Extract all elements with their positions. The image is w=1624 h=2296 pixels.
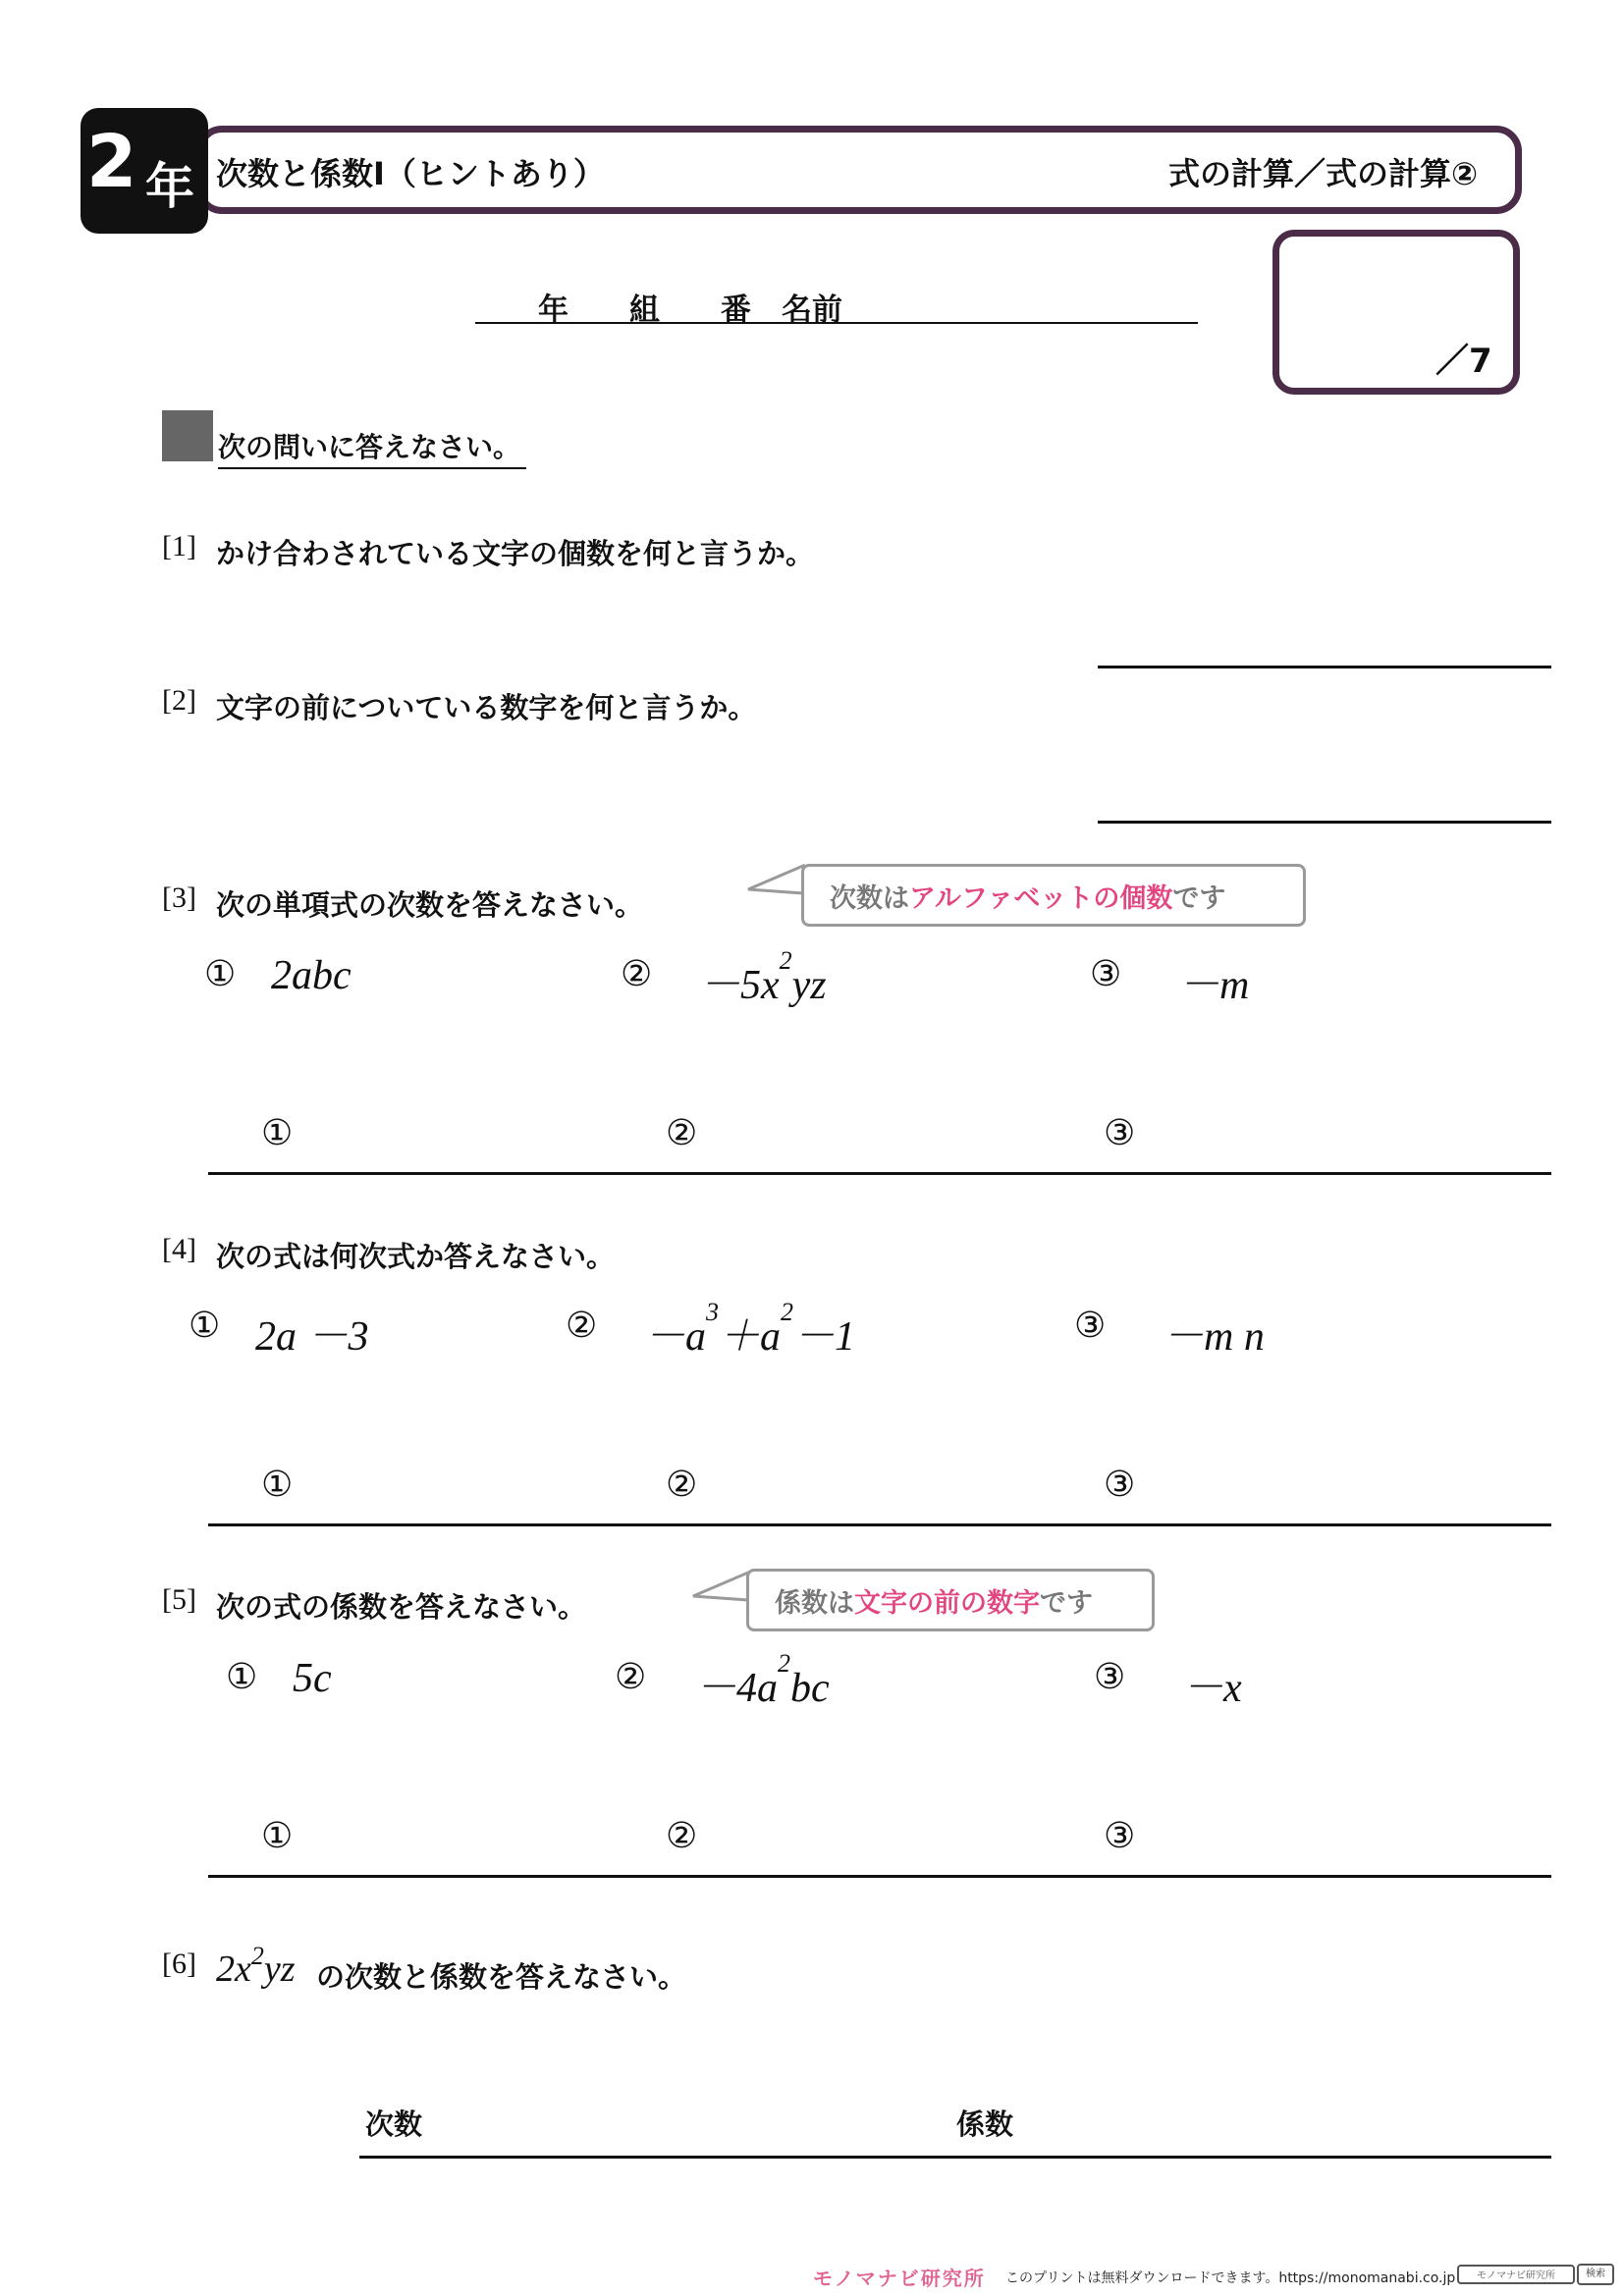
expr-rest: bc xyxy=(790,1666,830,1711)
question-text: 次の単項式の次数を答えなさい。 xyxy=(216,888,644,922)
answer-line xyxy=(1098,821,1551,824)
expression: 5c xyxy=(293,1656,332,1701)
question-text: 次の式の係数を答えなさい。 xyxy=(216,1590,587,1624)
answer-label: ② xyxy=(666,1465,698,1505)
item-label: ② xyxy=(615,1657,647,1697)
answer-line xyxy=(208,1172,1551,1175)
hint-callout xyxy=(746,1569,1155,1631)
hint-highlight: アルファベットの個数 xyxy=(909,883,1173,914)
answer-line xyxy=(1098,666,1551,668)
hint-prefix: 次数は xyxy=(830,883,909,914)
expr-exponent: 2 xyxy=(781,1298,794,1326)
question-text: 次の式は何次式か答えなさい。 xyxy=(216,1240,616,1273)
item-label: ② xyxy=(621,954,653,994)
expression: －m n xyxy=(1163,1314,1265,1360)
item-label: ① xyxy=(204,954,237,994)
question-number: [5] xyxy=(162,1583,196,1616)
item-label: ③ xyxy=(1094,1657,1126,1697)
answer-label: ① xyxy=(261,1465,294,1505)
hint-highlight: 文字の前の数字 xyxy=(854,1588,1040,1619)
section-marker xyxy=(162,410,213,461)
answer-label-coefficient: 係数 xyxy=(956,2108,1014,2141)
expr-exponent: 2 xyxy=(779,946,792,975)
expression xyxy=(699,946,827,1011)
expr-base: －4a xyxy=(695,1666,779,1711)
expr-rest: yz xyxy=(791,963,827,1008)
expression: －x xyxy=(1182,1666,1242,1711)
answer-label: ③ xyxy=(1104,1465,1136,1505)
grade-year-label: 年 xyxy=(145,158,194,215)
expr-term: －1 xyxy=(793,1314,856,1360)
section-title: 次の問いに答えなさい。 xyxy=(218,426,526,469)
item-label: ② xyxy=(566,1306,598,1346)
footer-text: このプリントは無料ダウンロードできます。https://monomanabi.co.jp xyxy=(1005,2270,1456,2286)
answer-label: ③ xyxy=(1104,1113,1136,1153)
expression xyxy=(644,1298,856,1362)
answer-line xyxy=(208,1875,1551,1878)
answer-line xyxy=(359,2156,1551,2159)
expr-term: －a xyxy=(644,1314,707,1360)
question-number: [1] xyxy=(162,530,196,562)
expr-exponent: 3 xyxy=(706,1298,720,1326)
expression xyxy=(216,1942,296,1991)
expr-rest: yz xyxy=(263,1949,296,1990)
question-number: [3] xyxy=(162,881,196,914)
worksheet-title: 次数と係数Ⅰ（ヒントあり） xyxy=(216,155,605,192)
answer-label: ② xyxy=(666,1113,698,1153)
item-label: ③ xyxy=(1074,1306,1107,1346)
answer-label: ① xyxy=(261,1816,294,1856)
item-label: ① xyxy=(226,1657,258,1697)
question-text: の次数と係数を答えなさい。 xyxy=(316,1960,687,1994)
answer-label-degree: 次数 xyxy=(365,2108,423,2141)
question-number: [2] xyxy=(162,684,196,717)
question-number: [4] xyxy=(162,1233,196,1265)
grade-number: 2 xyxy=(86,120,135,204)
footer-brand-logo: モノマナビ研究所 xyxy=(813,2267,986,2290)
expr-exponent: 2 xyxy=(250,1942,264,1970)
expression: －m xyxy=(1178,963,1250,1008)
question-number: [6] xyxy=(162,1948,196,1980)
answer-label: ③ xyxy=(1104,1816,1136,1856)
expr-base: －5x xyxy=(699,963,780,1008)
item-label: ① xyxy=(189,1306,221,1346)
footer-search-input[interactable]: モノマナビ研究所 xyxy=(1457,2265,1575,2284)
unit-title: 式の計算／式の計算② xyxy=(1168,155,1479,192)
answer-label: ① xyxy=(261,1113,294,1153)
answer-line xyxy=(208,1523,1551,1526)
hint-prefix: 係数は xyxy=(775,1588,854,1619)
expr-base: 2x xyxy=(216,1949,251,1990)
expression: 2a －3 xyxy=(255,1314,369,1360)
name-field-label: 年 組 番 名前 xyxy=(538,293,842,328)
question-text: 文字の前についている数字を何と言うか。 xyxy=(216,691,757,724)
footer-search-button[interactable]: 検索 xyxy=(1577,2264,1614,2285)
score-total: ／7 xyxy=(1435,342,1492,381)
hint-suffix: です xyxy=(1172,883,1226,914)
hint-callout xyxy=(801,864,1306,927)
expr-term: ＋a xyxy=(719,1314,782,1360)
item-label: ③ xyxy=(1090,954,1122,994)
question-text: かけ合わされている文字の個数を何と言うか。 xyxy=(216,537,815,570)
expr-exponent: 2 xyxy=(778,1649,791,1678)
expression xyxy=(695,1649,830,1714)
answer-label: ② xyxy=(666,1816,698,1856)
hint-suffix: です xyxy=(1040,1588,1093,1619)
expression: 2abc xyxy=(271,953,352,998)
